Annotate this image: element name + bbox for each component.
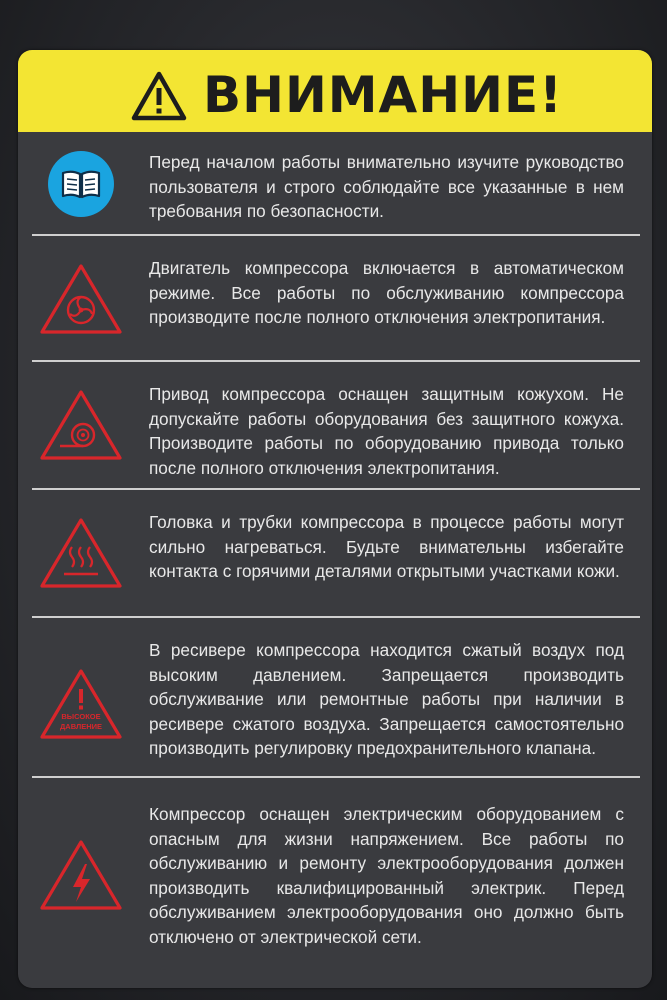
divider xyxy=(32,360,640,362)
warning-section-electric xyxy=(18,780,652,980)
page-title: ВНИМАНИЕ! xyxy=(203,66,563,124)
hot-surface-icon xyxy=(38,514,124,594)
belt-drive-hazard-icon xyxy=(38,386,124,466)
divider xyxy=(32,234,640,236)
divider xyxy=(32,616,640,618)
divider xyxy=(32,488,640,490)
electric-hazard-icon xyxy=(38,836,124,916)
warning-section-manual xyxy=(18,142,652,234)
section-text: Компрессор оснащен электрическим оборудованием с опасным для жизни напряжением. Все работы по обслуживанию и ремонту электрооборудования должен производить квалифицированный электрик. Перед обслуживанием электрооборудования оно должно быть отключено от электрической сети. xyxy=(149,804,624,947)
manual-book-icon xyxy=(38,144,124,224)
section-text: Перед началом работы внимательно изучите руководство пользователя и строго соблюдайте все указанные в нем требования по безопасности. xyxy=(149,152,624,221)
label-header xyxy=(18,50,652,132)
warning-section-drive xyxy=(18,364,652,488)
section-text: Привод компрессора оснащен защитным кожухом. Не допускайте работы оборудования без защитного кожуха. Производите работы по оборудованию привода только после полного отключения электропитания. xyxy=(149,384,624,478)
warning-section-hot xyxy=(18,492,652,616)
icon-label: ВЫСОКОЕ xyxy=(61,712,101,721)
divider xyxy=(32,776,640,778)
warning-section-motor xyxy=(18,238,652,360)
warning-section-pressure xyxy=(18,620,652,776)
warning-icon xyxy=(130,70,188,122)
fan-hazard-icon xyxy=(38,260,124,340)
safety-warning-label xyxy=(18,50,652,988)
high-pressure-icon xyxy=(38,665,124,745)
icon-label: ДАВЛЕНИЕ xyxy=(59,722,103,731)
section-text: В ресивере компрессора находится сжатый воздух под высоким давлением. Запрещается производить обслуживание или ремонтные работы при наличии в ресивере сжатого воздуха. Запрещается самостоятельно производить регулировку предохранительного клапана. xyxy=(149,640,624,758)
section-text: Двигатель компрессора включается в автоматическом режиме. Все работы по обслуживанию компрессора производите после полного отключения электропитания. xyxy=(149,258,624,327)
section-text: Головка и трубки компрессора в процессе работы могут сильно нагреваться. Будьте внимательны избегайте контакта с горячими деталями открытыми участками кожи. xyxy=(149,512,624,581)
